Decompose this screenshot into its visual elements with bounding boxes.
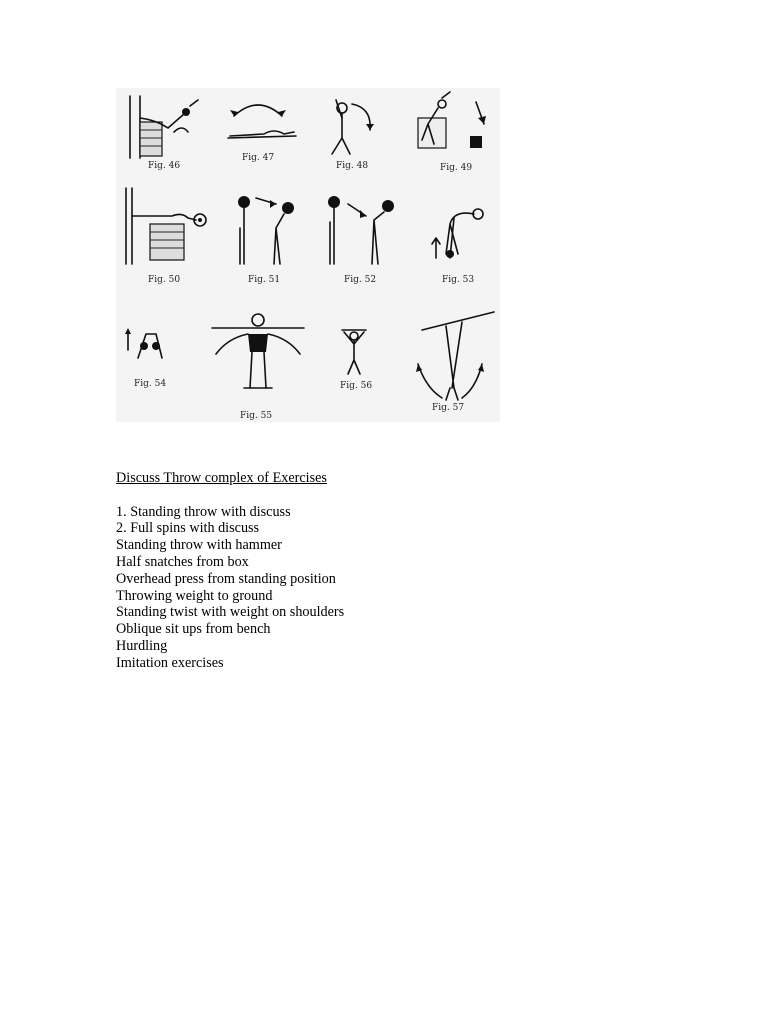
fig-52-drawing [328,196,394,264]
list-item: Half snatches from box [116,553,249,570]
fig-53-drawing [432,209,483,258]
fig-label: Fig. 52 [344,275,377,285]
list-item: Standing twist with weight on shoulders [116,604,345,621]
fig-label: Fig. 54 [134,379,167,389]
fig-46-drawing [130,96,198,158]
fig-label: Fig. 51 [248,275,281,285]
list-item: 1. Standing throw with discuss [116,503,291,520]
exercise-figures-image [116,88,500,422]
list-item: 2. Full spins with discuss [116,520,260,537]
section-heading-tail: s [321,470,327,486]
fig-label: Fig. 50 [148,275,181,285]
fig-label: Fig. 46 [148,161,181,171]
fig-label: Fig. 55 [240,411,273,421]
list-item: Oblique sit ups from bench [116,621,271,638]
fig-49-drawing [418,92,486,148]
fig-57-drawing [416,312,494,400]
fig-48-drawing [332,100,374,154]
list-item: Throwing weight to ground [116,587,273,604]
section-heading-text: Discuss Throw complex of Exercise [116,470,322,486]
fig-50-drawing [126,188,206,264]
fig-56-drawing [342,330,366,374]
fig-47-drawing [228,105,296,138]
fig-54-drawing [125,328,162,358]
fig-label: Fig. 49 [440,163,473,173]
exercise-section [116,470,636,672]
exercise-list [116,504,636,672]
fig-51-drawing [238,196,294,264]
fig-label: Fig. 53 [442,275,475,285]
list-item: Overhead press from standing position [116,570,336,587]
fig-label: Fig. 48 [336,161,369,171]
list-item: Hurdling [116,637,168,654]
exercise-illustrations [116,88,500,422]
list-item: Imitation exercises [116,654,224,671]
fig-label: Fig. 56 [340,381,373,391]
fig-55-drawing [212,314,304,388]
section-heading [116,470,636,487]
fig-label: Fig. 57 [432,403,465,413]
fig-label: Fig. 47 [242,153,275,163]
list-item: Standing throw with hammer [116,537,282,554]
